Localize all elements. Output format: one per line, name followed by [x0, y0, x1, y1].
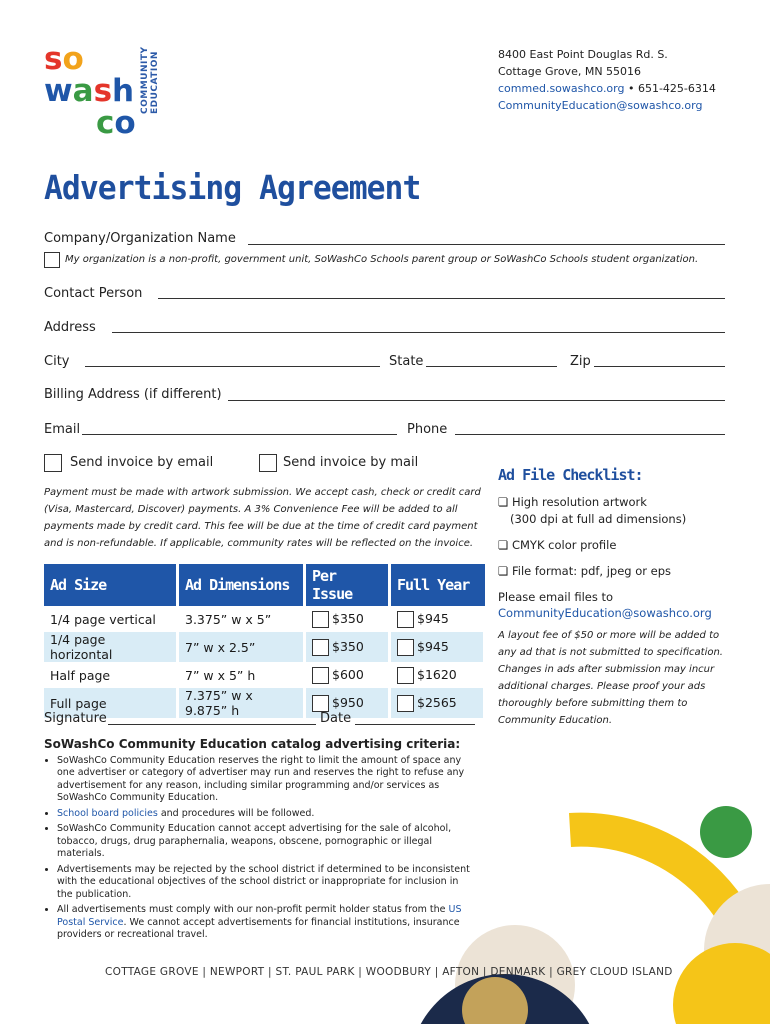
logo-education: EDUCATION: [150, 51, 160, 114]
header-per-issue: Per Issue: [305, 564, 390, 606]
checkbox-glyph-icon: ❏: [498, 564, 509, 578]
criteria-text: and procedures will be followed.: [157, 807, 315, 819]
full-year-checkbox[interactable]: [397, 695, 414, 712]
yellow-circle-shape: [673, 943, 770, 1024]
checklist-item-artwork: [498, 494, 738, 528]
org-contact-block: [498, 46, 716, 114]
org-address-line1: 8400 East Point Douglas Rd. S.: [498, 48, 668, 61]
full-year-price: $1620: [417, 666, 457, 682]
zip-input[interactable]: [594, 366, 725, 367]
invoice-mail-checkbox[interactable]: [259, 454, 277, 472]
full-year-cell: [390, 662, 485, 688]
list-item: [57, 808, 474, 821]
checklist-item-subtext: (300 dpi at full ad dimensions): [510, 512, 687, 526]
full-year-checkbox[interactable]: [397, 667, 414, 684]
list-item: [57, 904, 474, 942]
header-ad-dimensions: Ad Dimensions: [178, 564, 305, 606]
address-input[interactable]: [112, 332, 725, 333]
ad-dimensions-cell: 3.375” w x 5”: [178, 606, 305, 632]
contact-input[interactable]: [158, 298, 725, 299]
logo-vertical-text: [140, 46, 160, 114]
org-website-link[interactable]: commed.sowashco.org: [498, 82, 625, 95]
ad-size-cell: Full page: [44, 688, 178, 718]
nonprofit-label: My organization is a non-profit, government unit, SoWashCo Schools parent group or SoWashCo Schools student organization.: [65, 254, 699, 265]
contact-label: Contact Person: [44, 286, 143, 301]
checklist-item-cmyk: [498, 537, 738, 554]
checkbox-glyph-icon: ❏: [498, 495, 509, 509]
list-item: • Advertisements may be rejected by the school district if determined to be inconsistent with the educational objectives of the school district or inappropriate for inclusion in the publication.: [57, 864, 474, 902]
checklist-item-text: CMYK color profile: [511, 538, 617, 552]
phone-label: Phone: [407, 422, 448, 437]
full-year-price: $945: [417, 610, 449, 626]
separator: •: [624, 82, 638, 95]
ad-pricing-table: [44, 564, 486, 718]
full-year-price: $945: [417, 638, 449, 654]
company-label: Company/Organization Name: [44, 231, 236, 246]
logo-line-so: so: [44, 41, 84, 77]
sowashco-logo: [44, 41, 164, 144]
criteria-text: . We cannot accept advertisements for financial institutions, insurance providers or recreational travel.: [57, 916, 460, 940]
criteria-title: SoWashCo Community Education catalog advertising criteria:: [44, 737, 461, 751]
phone-input[interactable]: [455, 434, 725, 435]
advertising-criteria: [44, 738, 474, 945]
ad-dimensions-cell: 7” w x 2.5”: [178, 632, 305, 662]
table-header-row: [44, 564, 485, 606]
per-issue-price: $350: [332, 638, 364, 654]
nonprofit-checkbox[interactable]: [44, 252, 60, 268]
ad-size-cell: Half page: [44, 662, 178, 688]
table-row: [44, 662, 485, 688]
email-input[interactable]: [82, 434, 397, 435]
state-label: State: [389, 354, 424, 369]
per-issue-price: $600: [332, 666, 364, 682]
checklist-email-intro: Please email files to: [498, 590, 614, 604]
per-issue-checkbox[interactable]: [312, 667, 329, 684]
footer-communities: COTTAGE GROVE | NEWPORT | ST. PAUL PARK | WOODBURY | AFTON | DENMARK | GREY CLOUD ISLAND: [105, 966, 673, 978]
layout-fee-note: A layout fee of $50 or more will be added to any ad that is not submitted to specification. Changes in ads after submission may incur additional charges. Please proof your ads thoroughly before submitting them to Community Education.: [498, 630, 723, 726]
decorative-circles: [420, 740, 770, 1024]
header-ad-size: Ad Size: [44, 564, 178, 606]
logo-community: COMMUNITY: [140, 46, 150, 114]
date-input[interactable]: [355, 724, 475, 725]
org-web-phone: [498, 80, 716, 97]
checklist-email-link[interactable]: CommunityEducation@sowashco.org: [498, 606, 712, 620]
list-item: • SoWashCo Community Education reserves the right to limit the amount of space any one advertiser or category of advertiser may run and reserves the right to refuse any advertisement for any reason, including similar programming and/or services as SoWashCo Community Education.: [57, 755, 474, 805]
list-item: • SoWashCo Community Education cannot accept advertising for the sale of alcohol, tobacco, drugs, drug paraphernalia, weapons, obscene, pornographic or illegal materials.: [57, 823, 474, 861]
checklist-email-block: [498, 589, 738, 621]
checklist-title: Ad File Checklist:: [498, 466, 643, 484]
full-year-checkbox[interactable]: [397, 611, 414, 628]
logo-line-co: co: [96, 105, 136, 141]
full-year-cell: [390, 688, 485, 718]
criteria-list: [44, 755, 474, 942]
invoice-email-label: Send invoice by email: [70, 455, 214, 470]
date-label: Date: [320, 711, 352, 726]
full-year-cell: [390, 606, 485, 632]
email-label: Email: [44, 422, 81, 437]
per-issue-price: $950: [332, 694, 364, 710]
us-postal-service-link[interactable]: US Postal Service: [57, 904, 462, 928]
ad-size-cell: 1/4 page vertical: [44, 606, 178, 632]
ad-dimensions-cell: 7” w x 5” h: [178, 662, 305, 688]
signature-input[interactable]: [108, 724, 316, 725]
ad-dimensions-cell: 7.375” w x 9.875” h: [178, 688, 305, 718]
logo-line-wash: wash: [44, 73, 135, 109]
invoice-mail-label: Send invoice by mail: [283, 455, 419, 470]
org-phone: 651-425-6314: [637, 82, 716, 95]
checklist-item-text: High resolution artwork: [511, 495, 647, 509]
invoice-email-checkbox[interactable]: [44, 454, 62, 472]
criteria-text: All advertisements must comply with our non-profit permit holder status from the: [57, 904, 449, 915]
ad-file-checklist: [498, 466, 738, 729]
signature-label: Signature: [44, 711, 107, 726]
header-full-year: Full Year: [390, 564, 485, 606]
ad-size-cell: 1/4 page horizontal: [44, 632, 178, 662]
org-address-line2: Cottage Grove, MN 55016: [498, 65, 642, 78]
per-issue-cell: [305, 662, 390, 688]
company-input[interactable]: [248, 244, 725, 245]
checklist-item-format: [498, 563, 738, 580]
billing-label: Billing Address (if different): [44, 387, 222, 402]
org-email-link[interactable]: CommunityEducation@sowashco.org: [498, 99, 703, 112]
address-label: Address: [44, 320, 96, 335]
per-issue-checkbox[interactable]: [312, 639, 329, 656]
per-issue-price: $350: [332, 610, 364, 626]
table-row: [44, 606, 485, 632]
per-issue-cell: [305, 606, 390, 632]
green-dot-shape: [700, 806, 752, 858]
full-year-cell: [390, 632, 485, 662]
billing-input[interactable]: [228, 400, 725, 401]
per-issue-checkbox[interactable]: [312, 611, 329, 628]
full-year-price: $2565: [417, 694, 457, 710]
payment-note: Payment must be made with artwork submission. We accept cash, check or credit card (Visa, Mastercard, Discover) payments. A 3% Convenience Fee will be added to all payments made by credit card. This fee will be due at the time of credit card payment and is non-refundable. If applicable, community rates will be reflected on the invoice.: [44, 487, 481, 549]
per-issue-cell: [305, 632, 390, 662]
city-label: City: [44, 354, 70, 369]
checklist-item-text: File format: pdf, jpeg or eps: [511, 564, 672, 578]
per-issue-checkbox[interactable]: [312, 695, 329, 712]
school-board-policies-link[interactable]: School board policies: [57, 807, 158, 819]
zip-label: Zip: [570, 354, 591, 369]
table-row: [44, 632, 485, 662]
checkbox-glyph-icon: ❏: [498, 538, 509, 552]
city-input[interactable]: [85, 366, 380, 367]
page-title: Advertising Agreement: [44, 168, 421, 207]
table-row: [44, 688, 485, 718]
full-year-checkbox[interactable]: [397, 639, 414, 656]
state-input[interactable]: [426, 366, 557, 367]
